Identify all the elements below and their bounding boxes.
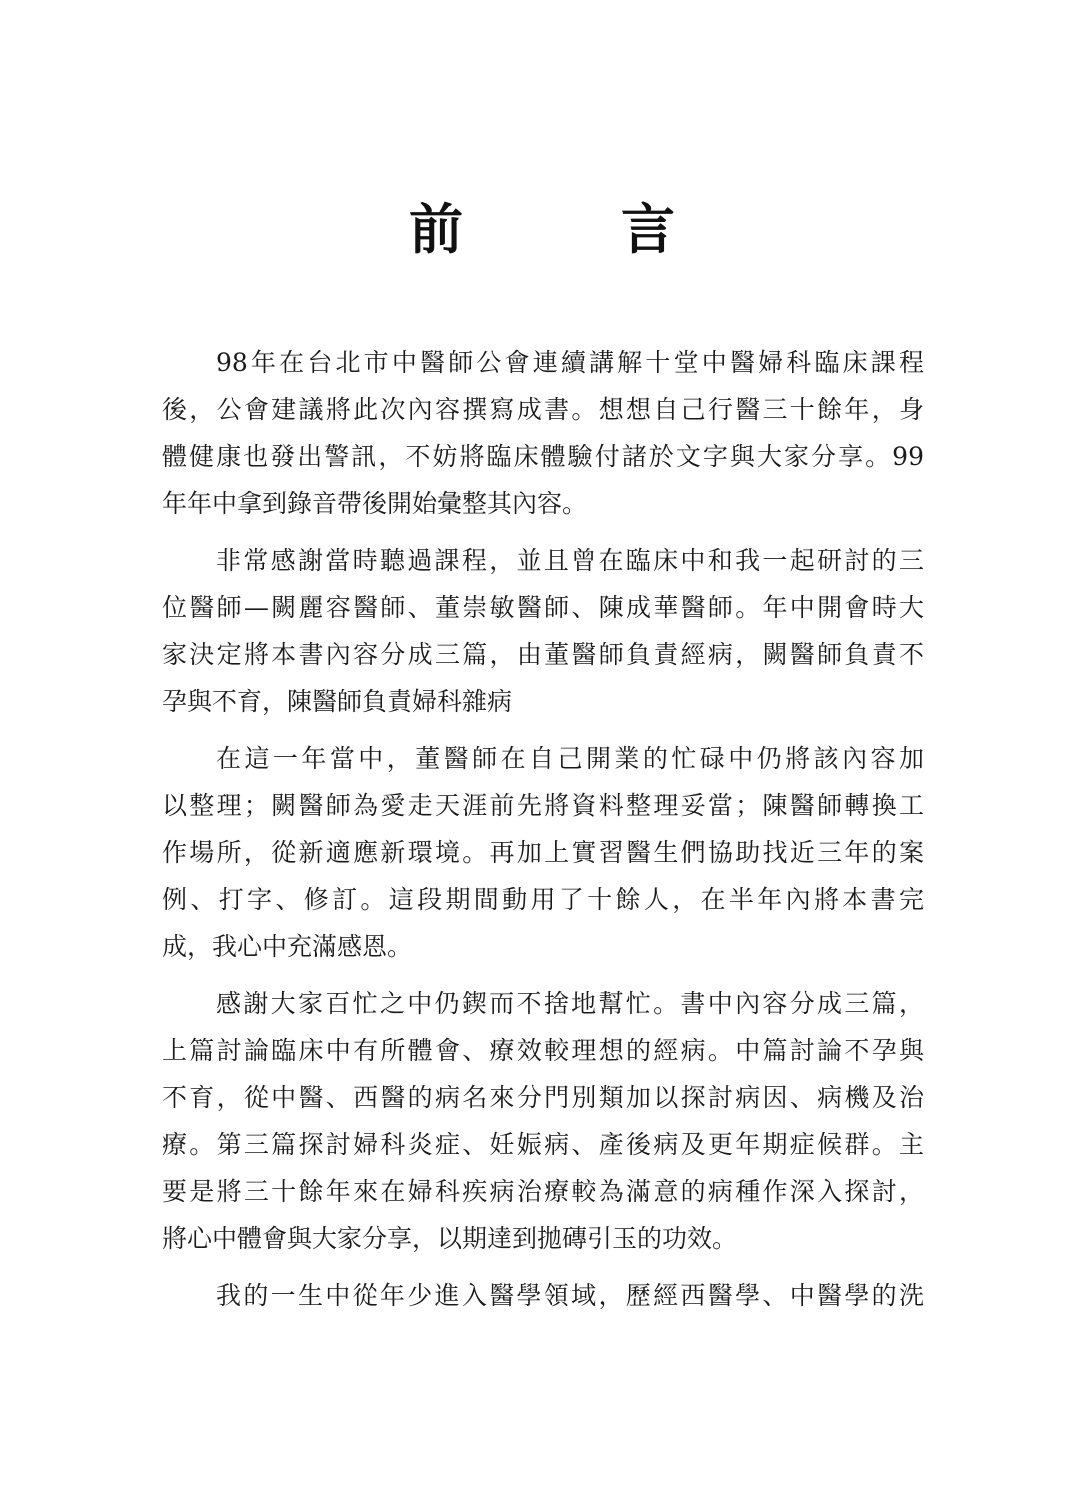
paragraph-gap — [162, 1262, 924, 1272]
page-title: 前 言 — [409, 197, 727, 261]
text-line: 例、打字、修訂。這段期間動用了十餘人，在半年內將本書完 — [162, 885, 924, 914]
paragraph-2 — [162, 537, 924, 725]
text-line: 98年在台北市中醫師公會連續講解十堂中醫婦科臨床課程 — [216, 348, 924, 377]
text-line: 在這一年當中，董醫師在自己開業的忙碌中仍將該內容加 — [216, 744, 924, 773]
text-line: 以整理；闕醫師為愛走天涯前先將資料整理妥當；陳醫師轉換工 — [162, 791, 924, 820]
text-line: 我的一生中從年少進入醫學領域，歷經西醫學、中醫學的洗 — [216, 1281, 924, 1310]
paragraph-gap — [162, 527, 924, 537]
paragraph-gap — [162, 725, 924, 735]
paragraph-4 — [162, 980, 924, 1262]
text-line: 孕與不育，陳醫師負責婦科雜病 — [162, 687, 513, 716]
text-line: 位醫師—闕麗容醫師、董崇敏醫師、陳成華醫師。年中開會時大 — [162, 593, 924, 622]
text-line: 療。第三篇探討婦科炎症、妊娠病、產後病及更年期症候群。主 — [162, 1130, 924, 1159]
text-line: 非常感謝當時聽過課程，並且曾在臨床中和我一起研討的三 — [216, 546, 924, 575]
text-line: 感謝大家百忙之中仍鍥而不捨地幫忙。書中內容分成三篇， — [216, 989, 924, 1018]
text-line: 成，我心中充滿感恩。 — [162, 932, 413, 961]
text-line: 家決定將本書內容分成三篇，由董醫師負責經病，闕醫師負責不 — [162, 640, 924, 669]
text-line: 體健康也發出警訊，不妨將臨床體驗付諸於文字與大家分享。99 — [162, 442, 924, 471]
text-line: 作場所，從新適應新環境。再加上實習醫生們協助找近三年的案 — [162, 838, 924, 867]
paragraph-1 — [162, 339, 924, 527]
paragraph-5 — [162, 1272, 924, 1319]
paragraph-3 — [162, 735, 924, 970]
text-line: 要是將三十餘年來在婦科疾病治療較為滿意的病種作深入探討， — [162, 1177, 924, 1206]
text-line: 後，公會建議將此次內容撰寫成書。想想自己行醫三十餘年，身 — [162, 395, 924, 424]
preface-body — [162, 339, 924, 1319]
text-line: 將心中體會與大家分享，以期達到拋磚引玉的功效。 — [162, 1224, 738, 1253]
text-line: 上篇討論臨床中有所體會、療效較理想的經病。中篇討論不孕與 — [162, 1036, 924, 1065]
paragraph-gap — [162, 970, 924, 980]
text-line: 年年中拿到錄音帶後開始彙整其內容。 — [162, 489, 588, 518]
text-line: 不育，從中醫、西醫的病名來分門別類加以探討病因、病機及治 — [162, 1083, 924, 1112]
